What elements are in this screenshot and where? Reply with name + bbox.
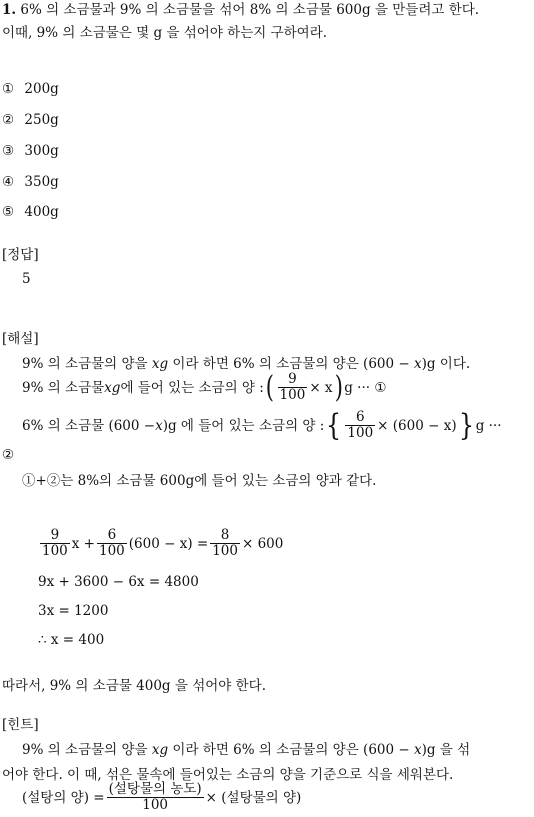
choice-2[interactable] xyxy=(2,111,59,129)
solution-line-3: 6% 의 소금물 (600 − x )g 에 들어 있는 소금의 양 : { $\frac{6}{100}$ × (600 − x) } g ··· xyxy=(22,407,502,443)
hint-formula: (설탕의 양) = $\frac{\text{(설탕물의 농도)}}{100}$ × (설탕물의 양) xyxy=(22,781,302,813)
choice-1[interactable] xyxy=(2,80,59,98)
choice-3[interactable] xyxy=(2,142,59,160)
fraction-9-100: $\frac{9}{100}$ xyxy=(279,371,306,403)
problem-number: 1. xyxy=(2,2,17,18)
fraction-6-100: $\frac{6}{100}$ xyxy=(99,527,125,559)
open-brace: { xyxy=(326,407,342,443)
choice-text: 350g xyxy=(24,174,59,190)
choice-text: 300g xyxy=(24,143,59,159)
equation-3: 3x = 1200 xyxy=(38,603,109,619)
close-paren: ) xyxy=(334,369,343,405)
solution-line-3-cont: ② xyxy=(2,447,15,463)
choice-mark: ⑤ xyxy=(2,204,15,220)
fraction-6-100: $\frac{6}{100}$ xyxy=(347,409,374,441)
choice-mark: ③ xyxy=(2,143,15,159)
open-paren: ( xyxy=(265,369,274,405)
choice-mark: ④ xyxy=(2,174,15,190)
solution-line-1: 9% 의 소금물의 양을 xg 이라 하면 6% 의 소금물의 양은 (600 − x)g 이다. xyxy=(22,356,471,372)
choice-mark: ② xyxy=(2,112,15,128)
hint-line-1: 9% 의 소금물의 양을 xg 이라 하면 6% 의 소금물의 양은 (600 − x)g 을 섞 xyxy=(22,742,471,758)
fraction-9-100: $\frac{9}{100}$ xyxy=(42,527,68,559)
problem-line-2: 이때, 9% 의 소금물은 몇 g 을 섞어야 하는지 구하여라. xyxy=(2,25,328,41)
choice-text: 200g xyxy=(24,81,59,97)
solution-line-4: ①+②는 8%의 소금물 600g에 들어 있는 소금의 양과 같다. xyxy=(22,473,377,489)
choice-mark: ① xyxy=(2,81,15,97)
choice-text: 400g xyxy=(24,204,59,220)
solution-line-2: 9% 의 소금물 xg 에 들어 있는 소금의 양 : ( $\frac{9}{100}$ × x ) g ··· ① xyxy=(22,369,387,405)
choice-text: 250g xyxy=(24,112,59,128)
hint-line-2: 어야 한다. 이 때, 섞은 물속에 들어있는 소금의 양을 기준으로 식을 세워본다. xyxy=(2,767,454,783)
answer-value: 5 xyxy=(22,271,31,287)
solution-label: [해설] xyxy=(2,331,39,347)
hint-label: [힌트] xyxy=(2,717,39,733)
equation-4: ∴ x = 400 xyxy=(38,632,105,648)
close-brace: } xyxy=(458,407,474,443)
equation-1: $\frac{9}{100}$ x + $\frac{6}{100}$ (600 − x) = $\frac{8}{100}$ × 600 xyxy=(42,527,284,559)
choice-4[interactable] xyxy=(2,173,59,191)
problem-line-1 xyxy=(2,1,479,19)
fraction-8-100: $\frac{8}{100}$ xyxy=(212,527,238,559)
problem-text-1: 6% 의 소금물과 9% 의 소금물을 섞어 8% 의 소금물 600g 을 만들려고 한다. xyxy=(20,2,480,18)
answer-label: [정답] xyxy=(2,247,39,263)
conclusion: 따라서, 9% 의 소금물 400g 을 섞어야 한다. xyxy=(2,678,266,694)
equation-2: 9x + 3600 − 6x = 4800 xyxy=(38,574,199,590)
fraction-concentration: $\frac{\text{(설탕물의 농도)}}{100}$ xyxy=(108,781,202,813)
choice-5[interactable] xyxy=(2,203,59,221)
